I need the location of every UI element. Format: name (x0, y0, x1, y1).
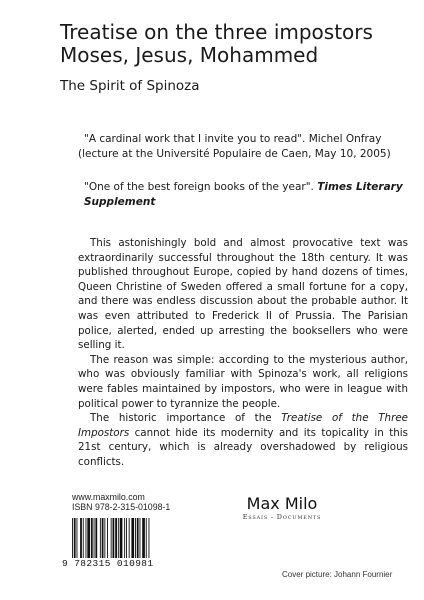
barcode-bar (72, 518, 73, 558)
barcode-bar (83, 518, 84, 558)
barcode-bar (149, 518, 150, 558)
barcode-bar (118, 518, 119, 558)
quote-text: "A cardinal work that I invite you to read". Michel Onfray (84, 133, 382, 145)
barcode-bar (86, 518, 87, 558)
barcode-bar (74, 518, 76, 558)
quote-tls (78, 180, 408, 210)
book-title (60, 21, 420, 67)
barcode-bar (120, 518, 123, 558)
barcode-bar (146, 518, 147, 558)
publisher-collection: Essais - Documents (242, 513, 322, 521)
barcode-bar (102, 518, 104, 558)
blurb-paragraph-1: This astonishingly bold and almost provocative text was extraordinarily successful throughout the 18th century. It was published throughout Europe, copied by hand dozens of times, Queen Christine of Sweden offered a small fortune for a copy, and there was endless discussion about the probable author. It was even attributed to Frederick II of Prussia. The Parisian police, alerted, ended up arresting the booksellers who were selling it. (78, 237, 408, 352)
barcode-bar (115, 518, 117, 558)
blurb-paragraph-2: The reason was simple: according to the mysterious author, who was obviously familiar with Spinoza's work, all religions were fables maintained by impostors, who were in league with political power to tyrannize the people. (78, 353, 408, 410)
barcode-bar (140, 518, 141, 558)
barcode-bar (80, 518, 82, 558)
barcode-bar (135, 518, 136, 558)
quote-onfray (78, 132, 408, 162)
barcode-bar (111, 518, 112, 558)
quote-source: (lecture at the Université Populaire de Caen, May 10, 2005) (78, 148, 391, 160)
barcode-bar (100, 518, 101, 558)
publisher-name: Max Milo (246, 494, 318, 513)
barcode-bar (104, 518, 105, 558)
barcode-bar (95, 518, 97, 558)
barcode-bar (131, 518, 134, 558)
barcode-digits: 9 782315 010981 (62, 558, 154, 569)
barcode-bar (129, 518, 130, 558)
title-line-2: Moses, Jesus, Mohammed (60, 43, 319, 67)
title-line-1: Treatise on the three impostors (60, 20, 373, 44)
quote-source: Times Literary Supplement (84, 181, 403, 208)
barcode-bar (94, 518, 95, 558)
barcode-bar (77, 518, 78, 558)
barcode-bar (137, 518, 139, 558)
barcode-bar (87, 518, 90, 558)
quote-text: "One of the best foreign books of the year". (84, 181, 314, 193)
publisher-website: www.maxmilo.com (72, 492, 145, 502)
publisher-logo (234, 495, 330, 522)
barcode-bar (91, 518, 93, 558)
isbn-block (72, 492, 170, 512)
barcode-bar (107, 518, 108, 558)
cover-credit: Cover picture: Johann Fournier (282, 570, 393, 579)
blurb-paragraph-3: The historic importance of the Treatise of the Three Impostors cannot hide its modernity and its topicality in this 21st century, which is already overshadowed by religious conflicts. (78, 412, 408, 468)
barcode-bar (142, 518, 145, 558)
barcode (72, 518, 182, 558)
barcode-bar (126, 518, 127, 558)
barcode-bar (124, 518, 125, 558)
isbn-number: ISBN 978-2-315-01098-1 (72, 502, 171, 512)
barcode-bar (113, 518, 115, 558)
blurb (78, 236, 408, 470)
book-subtitle: The Spirit of Spinoza (60, 78, 200, 94)
